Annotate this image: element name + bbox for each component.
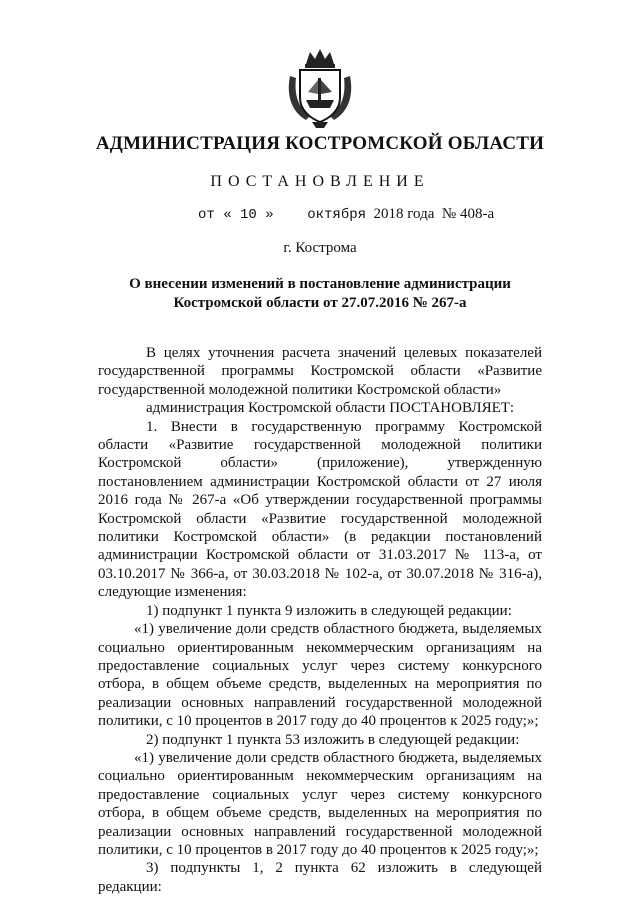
paragraph-subitem-2: 2) подпункт 1 пункта 53 изложить в следующей редакции: bbox=[146, 731, 520, 748]
paragraph-subitem-3: 3) подпункты 1, 2 пункта 62 изложить в следующей редакции: bbox=[98, 860, 542, 895]
document-subject bbox=[120, 275, 520, 313]
date-text: от « 10 » октября bbox=[198, 207, 367, 223]
paragraph-subitem-1: 1) подпункт 1 пункта 9 изложить в следующей редакции: bbox=[146, 602, 512, 619]
year-number-text: 2018 года № 408-а bbox=[366, 206, 495, 222]
paragraph-quote-2: «1) увеличение доли средств областного бюджета, выделяемых социально ориентированным некоммерческим организациям на предоставление социальных услуг через систему конкурсного отбора, в общем объеме средств, выделенных на мероприятия по реализации основных направлений государственной молодежной политики, с 10 процентов в 2017 году до 40 процентов к 2025 году;»; bbox=[98, 749, 542, 858]
subject-line-2: Костромской области от 27.07.2016 № 267-а bbox=[173, 295, 467, 311]
document-date bbox=[198, 206, 494, 223]
subject-line-1: О внесении изменений в постановление администрации bbox=[129, 276, 511, 292]
paragraph-resolves: администрация Костромской области ПОСТАНОВЛЯЕТ: bbox=[146, 400, 515, 417]
city-name: г. Кострома bbox=[283, 240, 357, 256]
organization-title: АДМИНИСТРАЦИЯ КОСТРОМСКОЙ ОБЛАСТИ bbox=[95, 133, 545, 154]
coat-of-arms-icon bbox=[284, 46, 356, 130]
document-body bbox=[98, 344, 542, 896]
document-type: ПОСТАНОВЛЕНИЕ bbox=[210, 173, 430, 190]
paragraph-item-1: 1. Внести в государственную программу Костромской области «Развитие государственной молодежной политики Костромской области» (приложение), утвержденную постановлением администрации Костромской области от 27 июля 2016 года № 267-а «Об утверждении государственной программы Костромской области «Развитие государственной молодежной политики Костромской области» (в редакции постановлений администрации Костромской области от 31.03.2017 № 113-а, от 03.10.2017 № 366-а, от 30.03.2018 № 102-а, от 30.07.2018 № 316-а), следующие изменения: bbox=[98, 418, 542, 601]
paragraph-quote-1: «1) увеличение доли средств областного бюджета, выделяемых социально ориентированным некоммерческим организациям на предоставление социальных услуг через систему конкурсного отбора, в общем объеме средств, выделенных на мероприятия по реализации основных направлений государственной молодежной политики, с 10 процентов в 2017 году до 40 процентов к 2025 году;»; bbox=[98, 621, 542, 730]
paragraph-preamble: В целях уточнения расчета значений целевых показателей государственной программы Костромской области «Развитие государственной молодежной политики Костромской области» bbox=[98, 345, 542, 398]
